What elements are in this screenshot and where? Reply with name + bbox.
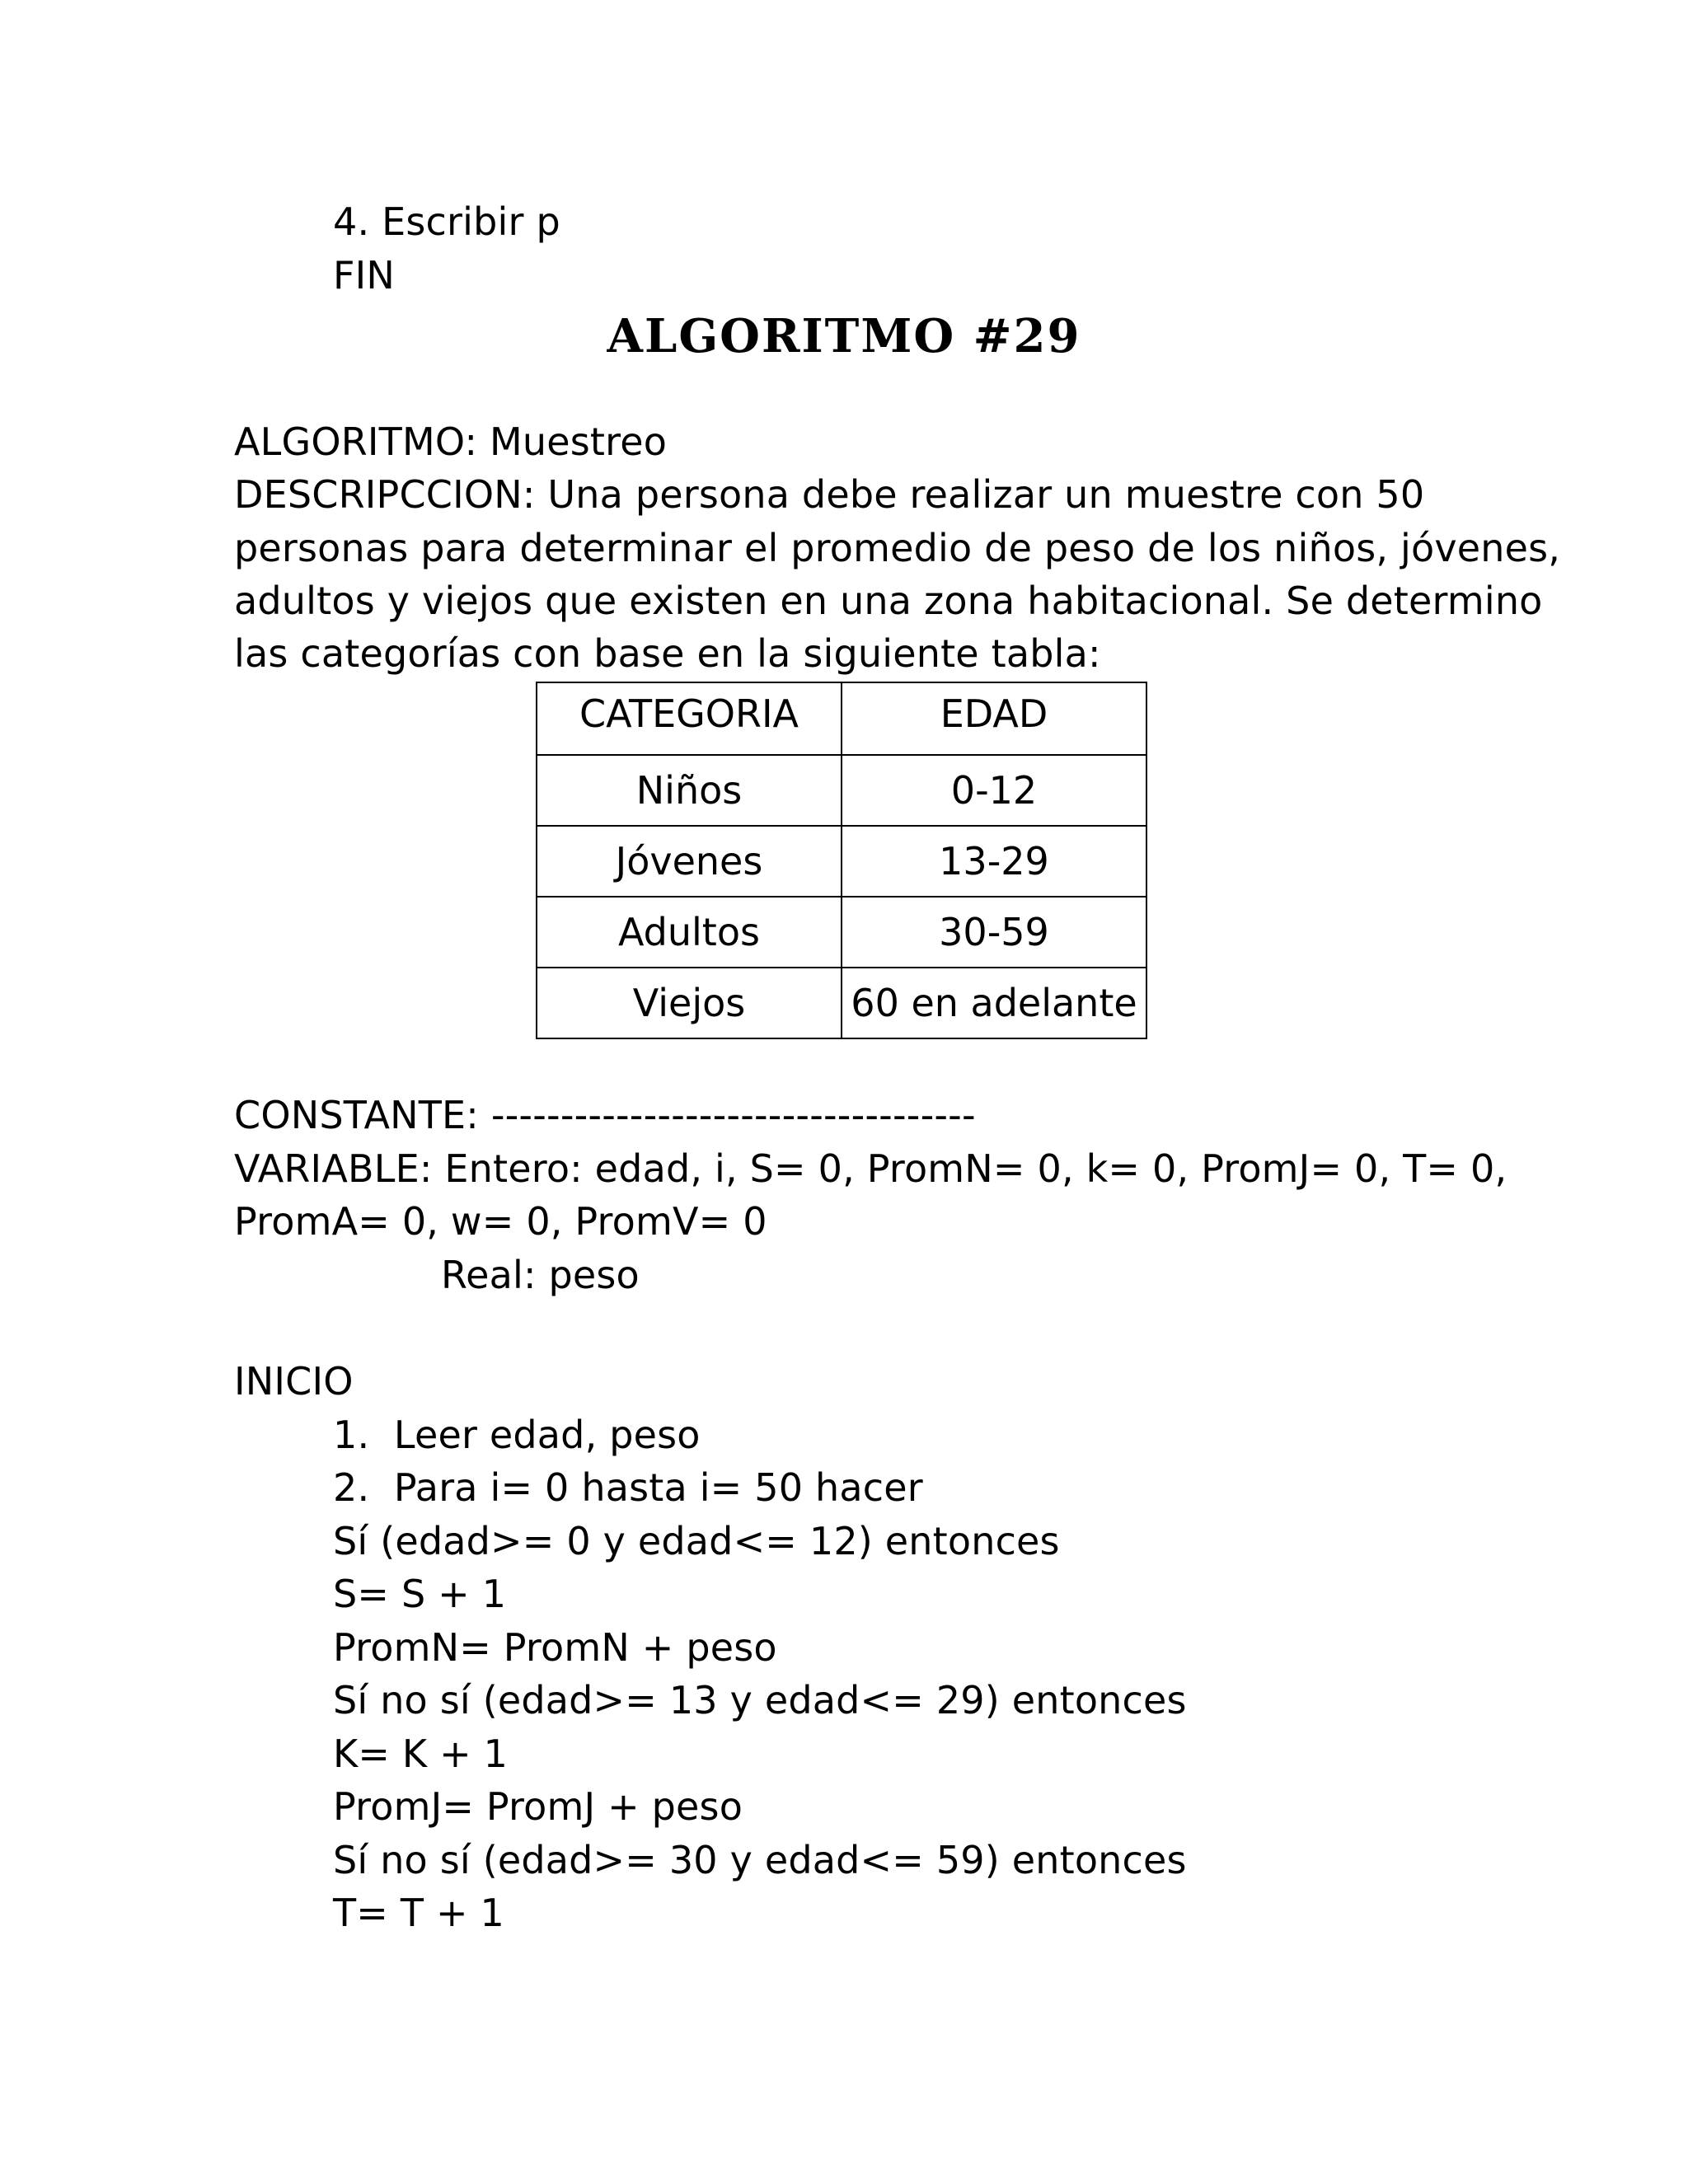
variable-declaration: VARIABLE: Entero: edad, i, S= 0, PromN= 0, k= 0, PromJ= 0, T= 0, bbox=[234, 1146, 1507, 1191]
variable-declaration-continued: PromA= 0, w= 0, PromV= 0 bbox=[234, 1199, 767, 1244]
description-line: las categorías con base en la siguiente tabla: bbox=[234, 631, 1101, 676]
step-line: Sí (edad>= 0 y edad<= 12) entonces bbox=[333, 1519, 1060, 1563]
table-header-categoria: CATEGORIA bbox=[537, 682, 842, 755]
page-title: ALGORITMO #29 bbox=[607, 309, 1081, 363]
algorithm-name: ALGORITMO: Muestreo bbox=[234, 419, 668, 464]
inicio-label: INICIO bbox=[234, 1359, 354, 1404]
table-header-edad: EDAD bbox=[842, 682, 1146, 755]
description-line: personas para determinar el promedio de peso de los niños, jóvenes, bbox=[234, 526, 1561, 570]
table-cell-category: Adultos bbox=[537, 897, 842, 968]
category-table bbox=[536, 682, 1147, 1039]
description-line: DESCRIPCCION: Una persona debe realizar un muestre con 50 bbox=[234, 472, 1425, 517]
table-cell-category: Jóvenes bbox=[537, 826, 842, 897]
step-line: 1. Leer edad, peso bbox=[333, 1413, 701, 1457]
step-line: Sí no sí (edad>= 13 y edad<= 29) entonces bbox=[333, 1678, 1187, 1722]
step-line: S= S + 1 bbox=[333, 1572, 507, 1616]
table-cell-age: 0-12 bbox=[842, 755, 1146, 826]
table-cell-age: 13-29 bbox=[842, 826, 1146, 897]
step-4-line: 4. Escribir p bbox=[333, 199, 560, 244]
step-line: K= K + 1 bbox=[333, 1732, 509, 1776]
fin-line: FIN bbox=[333, 253, 396, 298]
table-cell-category: Niños bbox=[537, 755, 842, 826]
step-line: PromN= PromN + peso bbox=[333, 1625, 777, 1670]
step-line: PromJ= PromJ + peso bbox=[333, 1784, 743, 1829]
table-cell-age: 30-59 bbox=[842, 897, 1146, 968]
table-row bbox=[537, 826, 1146, 897]
table-cell-category: Viejos bbox=[537, 968, 842, 1038]
step-line: 2. Para i= 0 hasta i= 50 hacer bbox=[333, 1465, 923, 1510]
step-line: Sí no sí (edad>= 30 y edad<= 59) entonces bbox=[333, 1838, 1187, 1882]
description-line: adultos y viejos que existen en una zona habitacional. Se determino bbox=[234, 579, 1543, 623]
table-row bbox=[537, 897, 1146, 968]
table-row bbox=[537, 755, 1146, 826]
step-line: T= T + 1 bbox=[333, 1891, 505, 1935]
table-row bbox=[537, 968, 1146, 1038]
table-header-row bbox=[537, 682, 1146, 755]
constant-declaration: CONSTANTE: ----------------------------------- bbox=[234, 1093, 976, 1137]
table-cell-age: 60 en adelante bbox=[842, 968, 1146, 1038]
real-declaration: Real: peso bbox=[441, 1253, 640, 1297]
